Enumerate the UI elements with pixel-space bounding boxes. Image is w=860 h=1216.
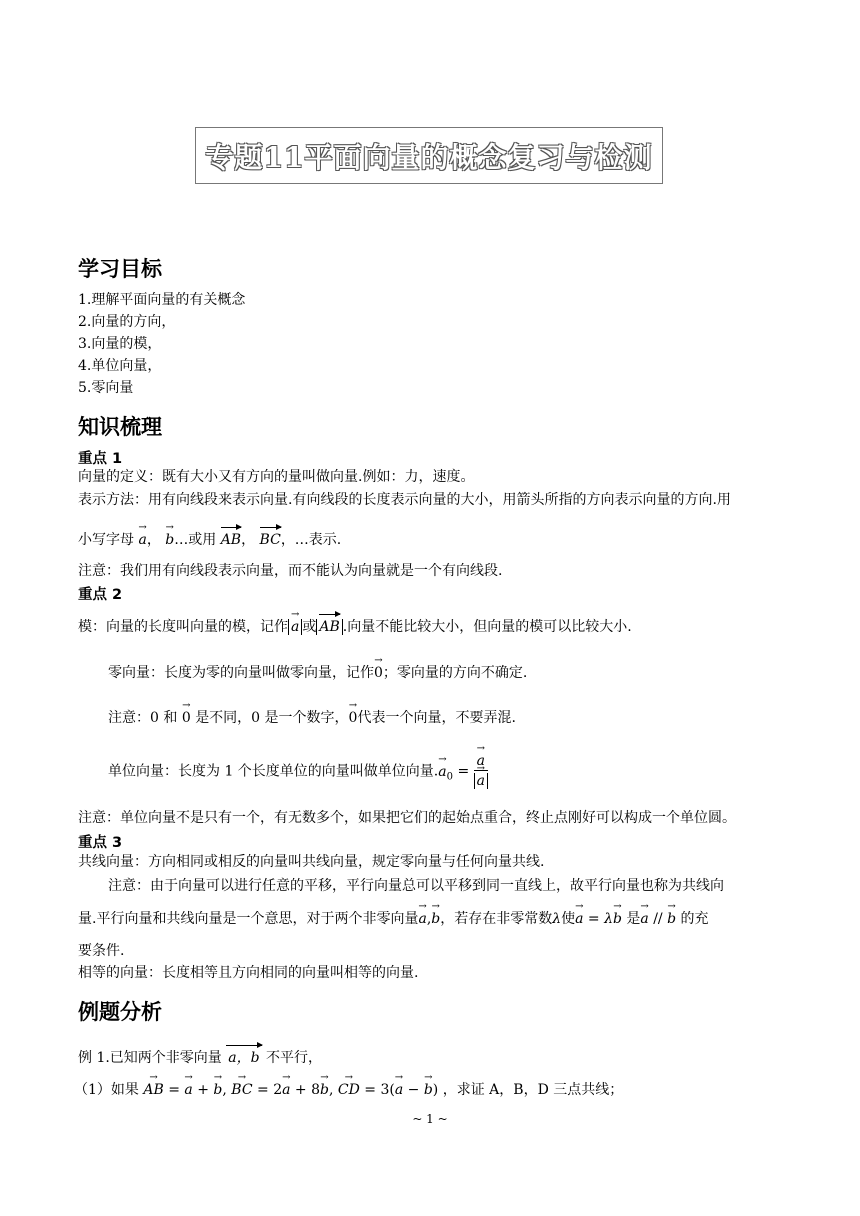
text-line: 共线向量：方向相同或相反的向量叫共线向量，规定零向量与任何向量共线. — [78, 854, 545, 870]
text-line-math: 小写字母 → a， → b…或用 AB， BC，…表示. — [78, 530, 341, 550]
goal-item: 1.理解平面向量的有关概念 — [78, 292, 246, 308]
text-line-math: 零向量：长度为零的向量叫做零向量，记作→ 0；零向量的方向不确定. — [108, 663, 527, 683]
page-title: 专题11平面向量的概念复习与检测 — [195, 127, 663, 184]
text-line-math: 注意：0 和 → 0 是不同，0 是一个数字，→ 0代表一个向量，不要弄混. — [108, 708, 516, 728]
vector-b: → b — [165, 530, 174, 550]
example-line: （1）如果 → AB = → a + → b, → BC = 2→ a + 8→ b, → CD = 3(→ a − → b) ，求证 A，B，D 三点共线； — [74, 1080, 623, 1100]
vector-AB: AB — [220, 532, 242, 548]
text-line: 注意：由于向量可以进行任意的平移，平行向量总可以平移到同一直线上，故平行向量也称为共线向 — [108, 878, 724, 894]
unit-vector-fraction: → a → a — [474, 752, 488, 791]
text-line: 相等的向量：长度相等且方向相同的向量叫相等的向量. — [78, 965, 419, 981]
goal-item: 5.零向量 — [78, 380, 134, 396]
vector-a: → a — [138, 530, 146, 550]
point-heading: 重点 3 — [78, 835, 123, 851]
heading-knowledge: 知识梳理 — [78, 415, 162, 439]
text-line: 向量的定义：既有大小又有方向的量叫做向量.例如：力，速度。 — [78, 469, 475, 485]
text-line: 注意：单位向量不是只有一个，有无数多个，如果把它们的起始点重合，终止点刚好可以构成一个单位圆。 — [78, 810, 736, 826]
point-heading: 重点 1 — [78, 451, 123, 467]
heading-goals: 学习目标 — [78, 257, 162, 281]
point-heading: 重点 2 — [78, 587, 123, 603]
text-line: 要条件. — [78, 943, 125, 959]
heading-examples: 例题分析 — [78, 1000, 162, 1024]
example-line: 例 1.已知两个非零向量 a，b 不平行， — [78, 1050, 323, 1066]
vector-BC: BC — [259, 532, 281, 548]
text-line: 注意：我们用有向线段表示向量，而不能认为向量就是一个有向线段. — [78, 563, 503, 579]
text-line-math: 单位向量：长度为 1 个长度单位的向量叫做单位向量.→ $a_0$ = → a → a — [108, 752, 488, 796]
text-line-math: 模：向量的长度叫向量的模，记作→ a 或 AB .向量不能比较大小，但向量的模可以比较大小. — [78, 617, 632, 637]
text-line-math: 量.平行向量和共线向量是一个意思，对于两个非零向量→ a,→ b，若存在非零常数λ使→ a = λ→ b 是→ a // → b 的充 — [78, 909, 709, 929]
text-line: 表示方法：用有向线段来表示向量.有向线段的长度表示向量的大小，用箭头所指的方向表示向量的方向.用 — [78, 492, 731, 508]
page-number: ~ 1 ~ — [412, 1112, 448, 1126]
goal-item: 4.单位向量， — [78, 358, 162, 374]
goal-item: 2.向量的方向， — [78, 314, 176, 330]
goal-item: 3.向量的模， — [78, 336, 162, 352]
